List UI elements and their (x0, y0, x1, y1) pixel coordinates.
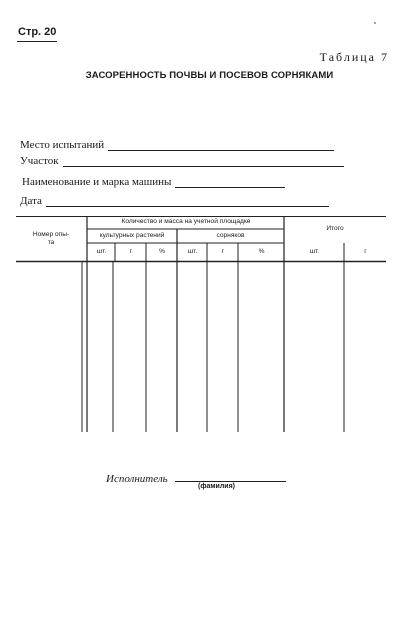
signature-label: Исполнитель (106, 473, 168, 485)
col-experiment-header: Номер опы- та (32, 231, 70, 246)
field-date-label: Дата (20, 195, 42, 207)
field-test-site-line[interactable] (108, 140, 334, 151)
document-title: ЗАСОРЕННОСТЬ ПОЧВЫ И ПОСЕВОВ СОРНЯКАМИ (85, 70, 334, 81)
field-test-site-label: Место испытаний (20, 139, 105, 151)
page-number: Стр. 20 (18, 26, 57, 38)
signature-caption: (фамилия) (198, 483, 235, 490)
unit-weeds-g: г (221, 248, 225, 255)
signature-line[interactable] (175, 481, 286, 482)
unit-weeds-pct: % (258, 248, 265, 255)
field-date-line[interactable] (46, 196, 329, 207)
field-machine-line[interactable] (175, 177, 285, 188)
page-number-underline (17, 41, 57, 42)
field-test-site (20, 139, 334, 151)
unit-total-pcs: шт. (309, 248, 320, 255)
field-date (20, 195, 329, 207)
group-total-header: Итого (326, 225, 344, 232)
group-weeds-header: сорняков (216, 232, 245, 239)
field-machine (22, 176, 285, 188)
unit-weeds-pcs: шт. (187, 248, 198, 255)
field-plot (20, 155, 344, 167)
unit-total-g: г (364, 248, 367, 255)
field-plot-line[interactable] (63, 156, 344, 167)
unit-crops-pcs: шт. (96, 248, 107, 255)
field-plot-label: Участок (20, 155, 59, 167)
stray-mark (374, 22, 376, 24)
field-machine-label: Наименование и марка машины (22, 176, 172, 188)
unit-crops-pct: % (159, 248, 165, 255)
weed-infestation-table (16, 216, 386, 434)
group-crops-header: культурных растений (99, 232, 165, 239)
group-header: Количество и масса на учетной площадке (121, 218, 251, 225)
table-label: Таблица 7 (319, 50, 389, 64)
unit-crops-g: г (129, 248, 133, 255)
